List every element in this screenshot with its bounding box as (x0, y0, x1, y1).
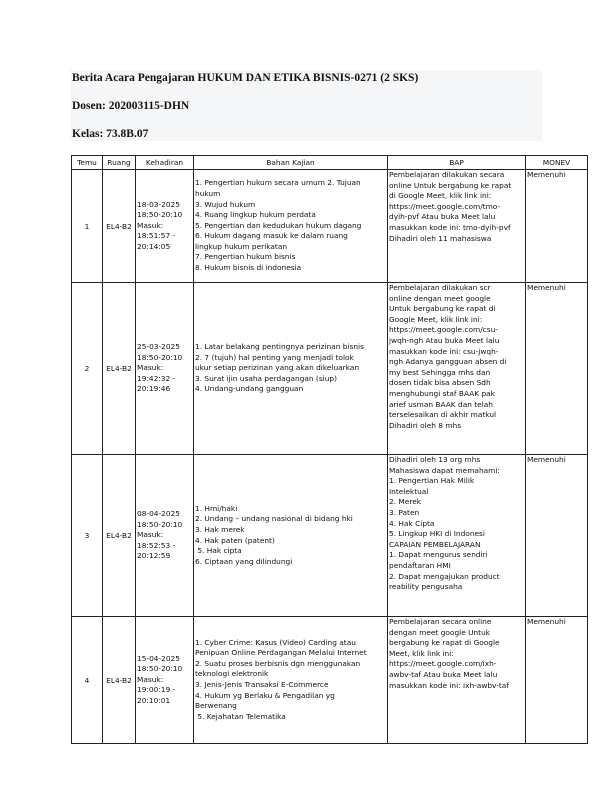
bap-line: awbv-taf Atau buka Meet lalu (389, 669, 498, 679)
column-header-bap: BAP (388, 156, 526, 170)
monev-cell: Memenuhi (526, 170, 588, 283)
bahan-kajian-line: 6. Hukum dagang masuk ke dalam ruang (195, 231, 348, 241)
monev-cell: Memenuhi (526, 455, 588, 617)
column-header-temu: Temu (72, 156, 103, 170)
bahan-kajian-line: lingkup hukum perikatan (195, 241, 288, 251)
kehadiran-line: Masuk: (137, 363, 164, 373)
bap-line: menghubungi staf BAAK pak (389, 388, 495, 398)
table-row (72, 283, 588, 455)
bahan-kajian-line: 1. Pengertian hukum secara umum 2. Tujuan (195, 178, 361, 188)
bahan-kajian-line: 4. Ruang lingkup hukum perdata (195, 210, 316, 220)
bahan-kajian-line: 5. Hak cipta (195, 546, 242, 556)
temu-cell: 3 (72, 455, 103, 617)
bap-line: Dihadiri oleh 8 mhs (389, 420, 462, 430)
bap-line: masukkan kode ini: tmo-dyih-pvf (389, 222, 511, 232)
table-header-row (72, 156, 588, 170)
bahan-kajian-line: 3. Jenis-Jenis Transaksi E-Commerce (195, 680, 329, 689)
monev-cell: Memenuhi (526, 283, 588, 455)
kehadiran-cell (136, 617, 194, 744)
bap-line: Untuk bergabung ke rapat di (389, 304, 496, 314)
bap-line: masukkan kode ini: ixh-awbv-taf (389, 680, 509, 690)
kehadiran-line: 18-03-2025 (137, 199, 180, 209)
bahan-kajian-line: 6. Ciptaan yang dilindungi (195, 556, 293, 566)
table-body (72, 170, 588, 744)
bap-line: 5. Lingkup HKI di Indonesi (389, 529, 485, 539)
bahan-kajian-line: teknologi elektronik (195, 669, 269, 679)
kehadiran-line: 20:10:01 (137, 695, 171, 705)
bap-line: my best Sehingga mhs dan (389, 367, 491, 377)
bap-line: 4. Hak Cipta (389, 518, 435, 528)
bap-line: jwqh-ngh Atau buka Meet lalu (389, 335, 500, 345)
bap-line: terselesaikan di akhir matkul (389, 410, 497, 420)
bahan-kajian-line: 3. Wujud hukum (195, 199, 256, 209)
temu-cell: 4 (72, 617, 103, 744)
bap-line: arief usman BAAK dan telah (389, 399, 493, 409)
table-row (72, 455, 588, 617)
kehadiran-line: Masuk: (137, 220, 164, 230)
bap-line: dosen tidak bisa absen Sdh (389, 378, 491, 388)
bap-cell (388, 170, 526, 283)
ruang-cell: EL4-B2 (103, 170, 136, 283)
bahan-kajian-line: 5. Pengertian dan kedudukan hukum dagang (195, 220, 362, 230)
kehadiran-line: 18:50-20:10 (137, 519, 183, 529)
bahan-kajian-line: 4. Undang-undang gangguan (195, 384, 304, 394)
kehadiran-line: 08-04-2025 (137, 509, 180, 519)
bahan-kajian-line: ukur setiap perizinan yang akan dikeluarkan (195, 363, 360, 373)
bap-line: Pembelajaran dilakukan secara (389, 170, 505, 179)
bap-line: online dengan meet google (389, 293, 491, 303)
temu-cell: 2 (72, 283, 103, 455)
bahan-kajian-cell (194, 455, 388, 617)
bap-line: Dihadiri oleh 11 mahasiswa (389, 233, 492, 243)
document-title: Berita Acara Pengajaran HUKUM DAN ETIKA BISNIS-0271 (2 SKS) (72, 72, 419, 84)
kehadiran-line: 20:14:05 (137, 241, 171, 251)
kehadiran-line: 18:50-20:10 (137, 352, 183, 362)
bap-line: 2. Merek (389, 497, 422, 507)
bap-line: di Google Meet, klik link ini: (389, 191, 492, 201)
bahan-kajian-line: 4. Hak paten (patent) (195, 535, 275, 545)
bap-line: Google Meet, klik link ini: (389, 314, 483, 324)
bap-line: 2. Dapat mengajukan product (389, 571, 500, 581)
column-header-monev: MONEV (526, 156, 588, 170)
kehadiran-line: 18:50-20:10 (137, 664, 183, 674)
bap-line: https://meet.google.com/tmo- (389, 201, 501, 211)
bahan-kajian-line: 2. 7 (tujuh) hal penting yang menjadi tolok (195, 352, 354, 362)
bap-line: 1. Dapat mengurus sendiri (389, 550, 488, 560)
column-header-bahan-kajian: Bahan Kajian (194, 156, 388, 170)
bahan-kajian-line: Penipuan Online Perdagangan Melalui Internet (195, 648, 367, 658)
bap-line: Pembelajaran dilakukan scr (389, 283, 491, 292)
bahan-kajian-line: 4. Hukum yg Berlaku & Pengadilan yg (195, 690, 335, 700)
kehadiran-line: Masuk: (137, 674, 164, 684)
bahan-kajian-line: 5. Kejahatan Telematika (195, 711, 286, 721)
bahan-kajian-line: hukum (195, 188, 221, 198)
kehadiran-line: 15-04-2025 (137, 653, 180, 663)
bap-line: pendaftaran HMI (389, 560, 451, 570)
kehadiran-line: 25-03-2025 (137, 342, 180, 352)
bahan-kajian-line: 2. Undang – undang nasional di bidang hki (195, 514, 353, 524)
bahan-kajian-cell (194, 170, 388, 283)
ruang-cell: EL4-B2 (103, 455, 136, 617)
bap-line: ngh Adanya gangguan absen di (389, 357, 507, 367)
dosen-line: Dosen: 202003115-DHN (72, 100, 190, 112)
kehadiran-line: 19:42:32 - (137, 373, 176, 383)
kehadiran-line: 18:50-20:10 (137, 210, 183, 220)
kehadiran-line: 18:51:57 - (137, 231, 176, 241)
table-row (72, 617, 588, 744)
bap-cell (388, 283, 526, 455)
bap-cell (388, 455, 526, 617)
bap-line: https://meet.google.com/ixh- (389, 659, 497, 669)
kehadiran-cell (136, 170, 194, 283)
column-header-ruang: Ruang (103, 156, 136, 170)
bahan-kajian-line: 7. Pengertian hukum bisnis (195, 252, 296, 262)
kelas-line: Kelas: 73.8B.07 (72, 128, 149, 140)
temu-cell: 1 (72, 170, 103, 283)
bap-line: 1. Pengertian Hak Milik (389, 476, 475, 486)
bap-line: masukkan kode ini: csu-jwqh- (389, 346, 499, 356)
bahan-kajian-cell (194, 617, 388, 744)
table-row (72, 170, 588, 283)
ruang-cell: EL4-B2 (103, 617, 136, 744)
kehadiran-line: 20:19:46 (137, 384, 171, 394)
bap-line: reability pengusaha (389, 582, 463, 592)
bap-line: Mahasiswa dapat memahami: (389, 465, 500, 475)
ruang-cell: EL4-B2 (103, 283, 136, 455)
bahan-kajian-line: 3. Hak merek (195, 524, 245, 534)
bahan-kajian-line: Berwenang (195, 701, 237, 711)
bahan-kajian-line: 2. Suatu proses berbisnis dgn menggunakan (195, 658, 361, 668)
kehadiran-line: 20:12:59 (137, 551, 171, 561)
kehadiran-cell (136, 283, 194, 455)
bap-line: 3. Paten (389, 507, 420, 517)
bahan-kajian-line: 1. Hmi/haki (195, 503, 238, 513)
bap-line: Pembelajaran secara online (389, 617, 492, 626)
kehadiran-line: Masuk: (137, 530, 164, 540)
bahan-kajian-line: 8. Hukum bisnis di indonesia (195, 263, 302, 273)
bahan-kajian-cell (194, 283, 388, 455)
bahan-kajian-line: 1. Cyber Crime: Kasus (Video) Carding atau (195, 637, 356, 647)
bahan-kajian-line: 3. Surat ijin usaha perdagangan (siup) (195, 373, 337, 383)
bap-line: Meet, klik link ini: (389, 648, 454, 658)
bahan-kajian-line: 1. Latar belakang pentingnya perizinan bisnis (195, 342, 364, 352)
bap-line: dyih-pvf Atau buka Meet lalu (389, 212, 496, 222)
bap-line: CAPAIAN PEMBELAJARAN (389, 539, 481, 549)
bap-line: Intelektual (389, 486, 429, 496)
column-header-kehadiran: Kehadiran (136, 156, 194, 170)
bap-line: dengan meet google Untuk (389, 627, 491, 637)
monev-cell: Memenuhi (526, 617, 588, 744)
teaching-report-table (71, 155, 588, 744)
kehadiran-line: 18:52:53 - (137, 540, 176, 550)
bap-line: https://meet.google.com/csu- (389, 325, 498, 335)
bap-cell (388, 617, 526, 744)
bap-line: bergabung ke rapat di Google (389, 638, 500, 648)
kehadiran-line: 19:00:19 - (137, 685, 176, 695)
bap-line: online Untuk bergabung ke rapat (389, 180, 512, 190)
bap-line: Dihadiri oleh 13 org mhs (389, 455, 481, 464)
kehadiran-cell (136, 455, 194, 617)
